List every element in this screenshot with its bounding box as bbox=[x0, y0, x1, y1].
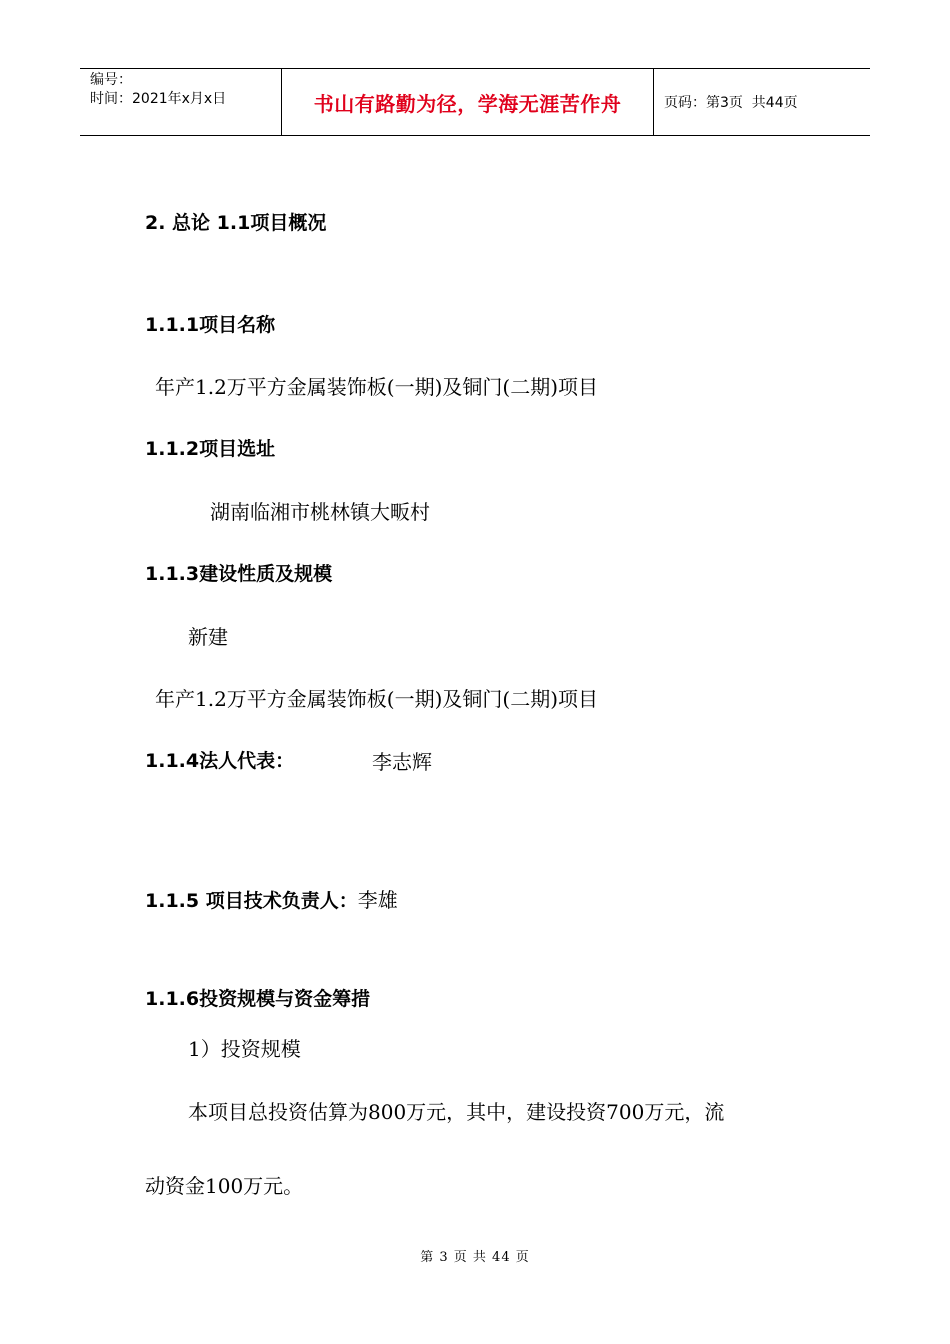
header-page-info bbox=[654, 69, 870, 135]
nature-text: 新建 bbox=[188, 625, 228, 649]
page-footer: 第 3 页 共 44 页 bbox=[420, 1250, 530, 1265]
section-heading-site: 1.1.2项目选址 bbox=[145, 438, 276, 460]
document-date: 时间：2021年x月x日 bbox=[90, 91, 227, 107]
site-text: 湖南临湘市桃林镇大畈村 bbox=[210, 500, 430, 524]
section-heading-tech-lead bbox=[145, 884, 398, 913]
header-page-text: 页码：第3页 共44页 bbox=[664, 95, 798, 111]
scale-text: 年产1.2万平方金属装饰板(一期)及铜门(二期)项目 bbox=[155, 687, 599, 711]
legal-representative: 李志辉 bbox=[372, 750, 432, 774]
section-heading-investment: 1.1.6投资规模与资金筹措 bbox=[145, 988, 371, 1010]
section-heading-legal: 1.1.4法人代表： bbox=[145, 750, 295, 772]
section-heading-nature: 1.1.3建设性质及规模 bbox=[145, 563, 333, 585]
tech-lead-name: 李雄 bbox=[357, 888, 398, 912]
header-motto: 书山有路勤为径，学海无涯苦作舟 bbox=[282, 69, 654, 135]
investment-paragraph-line1: 本项目总投资估算为800万元，其中，建设投资700万元，流 bbox=[188, 1100, 725, 1124]
project-name-text: 年产1.2万平方金属装饰板(一期)及铜门(二期)项目 bbox=[155, 375, 599, 399]
investment-paragraph-line2: 动资金100万元。 bbox=[145, 1174, 304, 1198]
header-meta bbox=[80, 69, 282, 135]
investment-subheading: 1）投资规模 bbox=[188, 1037, 301, 1061]
section-heading-overview: 2. 总论 1.1项目概况 bbox=[145, 212, 327, 234]
page-header bbox=[80, 68, 870, 136]
tech-lead-label: 1.1.5 项目技术负责人： bbox=[145, 890, 358, 912]
document-number: 编号： bbox=[90, 72, 132, 88]
section-heading-project-name: 1.1.1项目名称 bbox=[145, 314, 276, 336]
